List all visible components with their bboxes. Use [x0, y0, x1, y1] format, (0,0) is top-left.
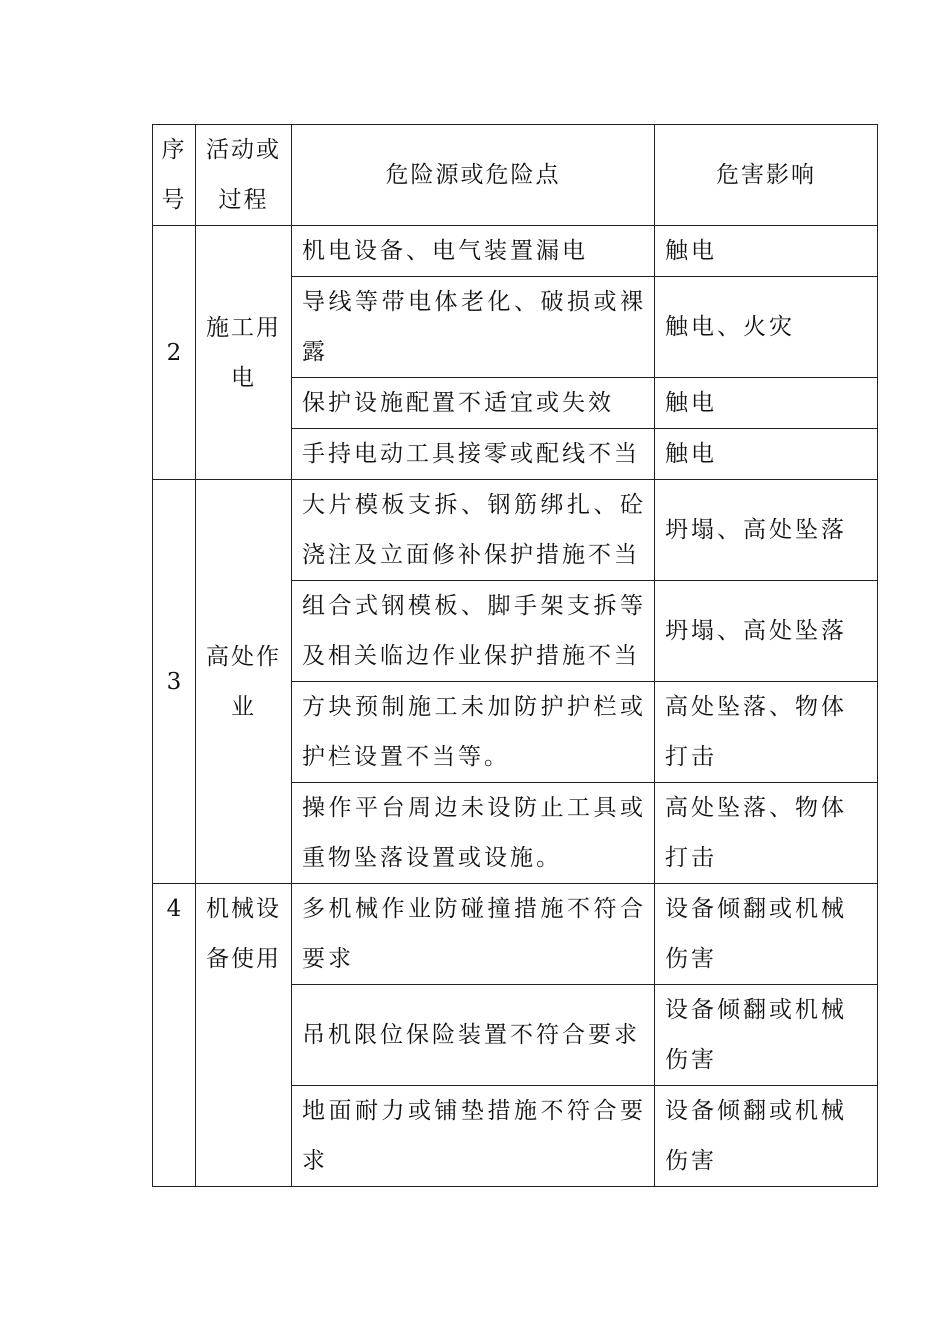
hazard-cell: 多机械作业防碰撞措施不符合要求: [292, 884, 655, 985]
hazard-cell: 吊机限位保险装置不符合要求: [292, 985, 655, 1086]
impact-cell: 坍塌、高处坠落: [655, 581, 878, 682]
hazard-cell: 导线等带电体老化、破损或裸露: [292, 277, 655, 378]
impact-cell: 触电: [655, 378, 878, 429]
impact-cell: 设备倾翻或机械伤害: [655, 1086, 878, 1187]
activity-cell: 施工用电: [196, 226, 292, 480]
impact-cell: 触电: [655, 429, 878, 480]
header-impact: 危害影响: [655, 125, 878, 226]
hazard-cell: 方块预制施工未加防护护栏或护栏设置不当等。: [292, 682, 655, 783]
header-hazard: 危险源或危险点: [292, 125, 655, 226]
hazard-cell: 地面耐力或铺垫措施不符合要求: [292, 1086, 655, 1187]
table-row: [153, 884, 878, 985]
activity-cell: 高处作业: [196, 480, 292, 884]
hazard-cell: 保护设施配置不适宜或失效: [292, 378, 655, 429]
impact-cell: 设备倾翻或机械伤害: [655, 884, 878, 985]
row-number: 4: [153, 884, 196, 1187]
impact-cell: 高处坠落、物体打击: [655, 682, 878, 783]
impact-cell: 触电、火灾: [655, 277, 878, 378]
impact-cell: 设备倾翻或机械伤害: [655, 985, 878, 1086]
row-number: 3: [153, 480, 196, 884]
impact-cell: 触电: [655, 226, 878, 277]
impact-cell: 坍塌、高处坠落: [655, 480, 878, 581]
hazard-table: [152, 124, 878, 1187]
hazard-cell: 操作平台周边未设防止工具或重物坠落设置或设施。: [292, 783, 655, 884]
table-row: [153, 480, 878, 581]
table-header-row: [153, 125, 878, 226]
hazard-cell: 大片模板支拆、钢筋绑扎、砼浇注及立面修补保护措施不当: [292, 480, 655, 581]
header-no: 序号: [153, 125, 196, 226]
hazard-cell: 手持电动工具接零或配线不当: [292, 429, 655, 480]
hazard-cell: 组合式钢模板、脚手架支拆等及相关临边作业保护措施不当: [292, 581, 655, 682]
row-number: 2: [153, 226, 196, 480]
activity-cell: 机械设备使用: [196, 884, 292, 1187]
table-row: [153, 226, 878, 277]
header-activity: 活动或过程: [196, 125, 292, 226]
impact-cell: 高处坠落、物体打击: [655, 783, 878, 884]
hazard-cell: 机电设备、电气装置漏电: [292, 226, 655, 277]
